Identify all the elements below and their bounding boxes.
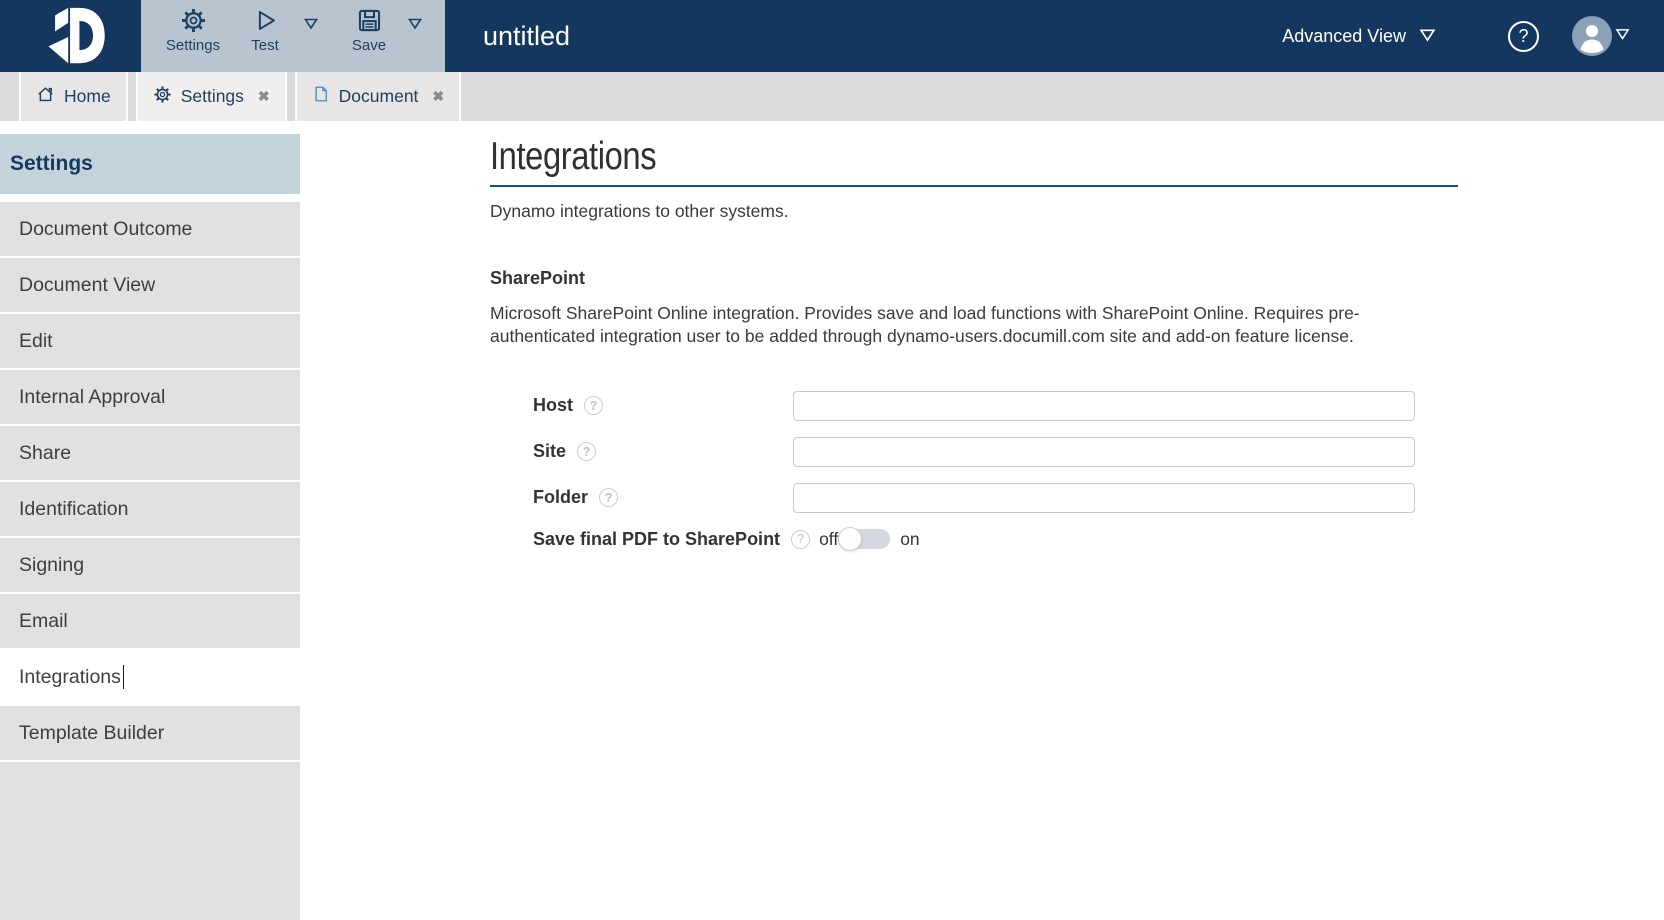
page-header — [490, 135, 1458, 187]
save-button[interactable] — [333, 7, 405, 54]
gear-icon — [180, 7, 207, 34]
host-row — [490, 391, 1664, 421]
save-final-pdf-toggle[interactable] — [840, 529, 890, 549]
save-final-pdf-help-icon[interactable]: ? — [791, 530, 810, 549]
test-dropdown-arrow-icon[interactable] — [303, 17, 319, 35]
view-mode-label: Advanced View — [1282, 25, 1406, 46]
host-label-cell — [490, 395, 793, 416]
top-bar — [0, 0, 1664, 72]
toggle-on-label: on — [900, 528, 920, 549]
sidebar-item-edit[interactable]: Edit — [0, 314, 300, 368]
sidebar-item-template-builder[interactable]: Template Builder — [0, 706, 300, 760]
user-menu-arrow-icon[interactable] — [1615, 27, 1630, 45]
host-label: Host — [533, 395, 573, 416]
sidebar-item-signing[interactable]: Signing — [0, 538, 300, 592]
floppy-disk-icon — [356, 7, 383, 34]
test-button-label: Test — [251, 37, 279, 54]
folder-row — [490, 483, 1664, 513]
save-final-pdf-label: Save final PDF to SharePoint — [533, 528, 781, 549]
sidebar-item-identification[interactable]: Identification — [0, 482, 300, 536]
toggle-knob — [838, 527, 862, 551]
sidebar-item-share[interactable]: Share — [0, 426, 300, 480]
dynamo-logo[interactable] — [0, 0, 141, 72]
save-final-pdf-row — [490, 529, 1664, 550]
view-mode-selector[interactable] — [1282, 26, 1436, 47]
toggle-off-label: off — [819, 528, 839, 549]
sharepoint-section-title: SharePoint — [490, 267, 586, 288]
site-help-icon[interactable]: ? — [577, 442, 596, 461]
tab-settings[interactable] — [136, 72, 287, 121]
save-button-label: Save — [351, 37, 387, 54]
folder-help-icon[interactable]: ? — [599, 488, 618, 507]
tab-document[interactable] — [295, 72, 462, 121]
test-button[interactable] — [229, 7, 301, 54]
host-help-icon[interactable]: ? — [584, 396, 603, 415]
chevron-down-icon — [1419, 26, 1436, 47]
content-panel — [300, 121, 1664, 920]
sidebar-item-internal-approval[interactable]: Internal Approval — [0, 370, 300, 424]
user-avatar-icon — [1572, 16, 1612, 56]
tab-bar — [0, 72, 1664, 121]
sidebar-header: Settings — [0, 134, 300, 194]
document-icon — [312, 84, 330, 109]
text-caret — [123, 665, 125, 689]
folder-label: Folder — [533, 487, 589, 508]
sharepoint-form — [490, 391, 1664, 550]
user-avatar[interactable] — [1572, 16, 1612, 56]
document-title: untitled — [483, 20, 571, 51]
settings-button-label: Settings — [165, 37, 221, 54]
tab-home[interactable] — [19, 72, 128, 121]
site-label-cell — [490, 441, 793, 462]
sidebar-item-integrations[interactable] — [0, 650, 300, 704]
tab-document-close-icon[interactable]: ✖ — [432, 88, 445, 104]
gear-icon — [153, 85, 172, 109]
save-dropdown-arrow-icon[interactable] — [407, 17, 423, 35]
sidebar-item-document-outcome[interactable]: Document Outcome — [0, 202, 300, 256]
page-title: Integrations — [490, 135, 657, 178]
site-input[interactable] — [793, 437, 1415, 467]
settings-sidebar — [0, 121, 300, 920]
site-row — [490, 437, 1664, 467]
main-layout — [0, 121, 1664, 920]
sidebar-item-document-view[interactable]: Document View — [0, 258, 300, 312]
folder-label-cell — [490, 487, 793, 508]
folder-input[interactable] — [793, 483, 1415, 513]
sharepoint-section-description: Microsoft SharePoint Online integration. Provides save and load functions with SharePoint Online. Requires pre-authenticated integration user to be added through dynamo-users.documill.com site and add-on feature license. — [490, 302, 1360, 347]
topbar-right — [1282, 0, 1664, 72]
help-icon[interactable]: ? — [1508, 21, 1539, 52]
host-input[interactable] — [793, 391, 1415, 421]
sidebar-item-integrations-label: Integrations — [19, 665, 121, 688]
play-icon — [252, 7, 279, 34]
home-icon — [36, 85, 55, 109]
tab-home-label: Home — [64, 86, 111, 106]
tab-settings-label: Settings — [180, 86, 244, 106]
sidebar-filler — [0, 762, 300, 920]
site-label: Site — [533, 441, 567, 462]
page-description: Dynamo integrations to other systems. — [490, 200, 789, 221]
settings-button[interactable] — [157, 7, 229, 54]
tab-document-label: Document — [338, 86, 419, 106]
sidebar-item-email[interactable]: Email — [0, 594, 300, 648]
tab-settings-close-icon[interactable]: ✖ — [257, 88, 270, 104]
toolbar — [141, 0, 445, 72]
dynamo-logo-icon — [33, 6, 109, 66]
sidebar-spacer — [0, 121, 300, 134]
